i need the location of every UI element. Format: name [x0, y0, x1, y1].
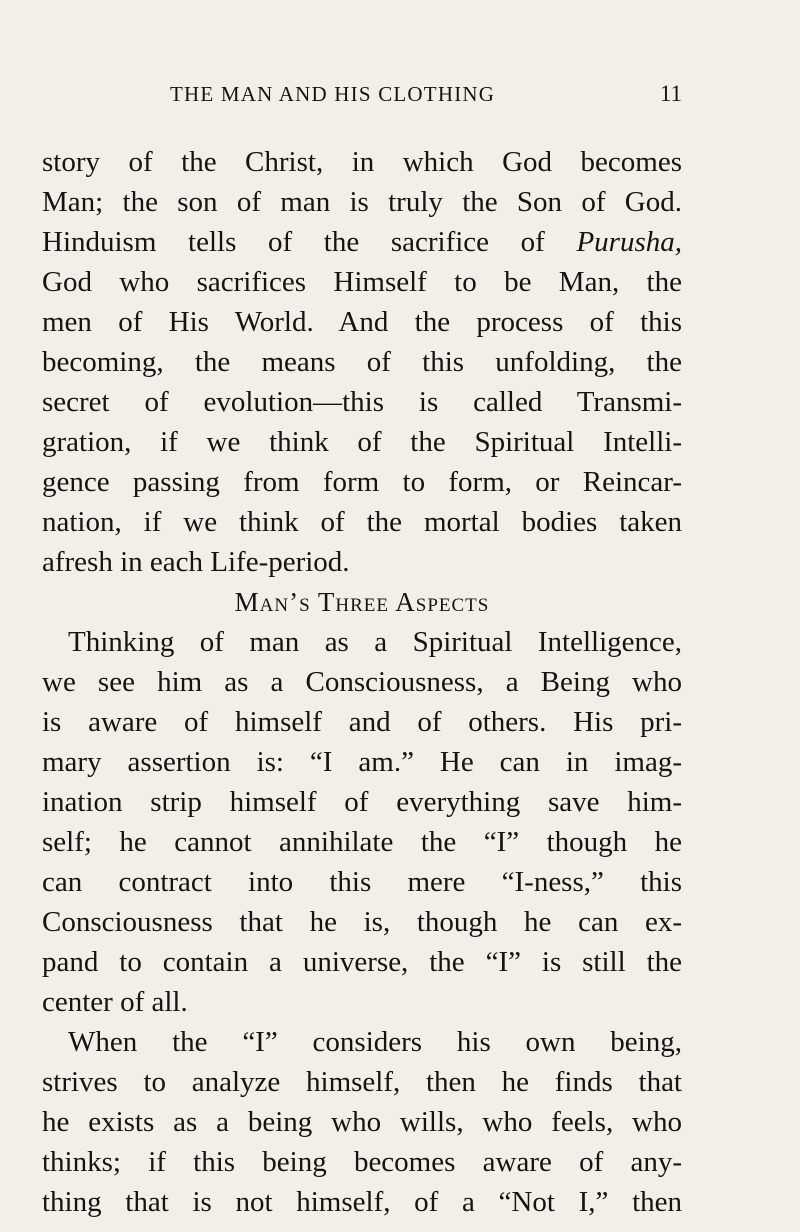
body-text — [42, 142, 682, 1222]
text-line: pand to contain a universe, the “I” is still the — [42, 946, 682, 978]
text-line: self; he cannot annihilate the “I” though he — [42, 826, 682, 858]
text-line: Man; the son of man is truly the Son of God. — [42, 186, 682, 218]
section-heading: Man’s Three Aspects — [234, 587, 490, 617]
text-line: he exists as a being who wills, who feels, who — [42, 1106, 682, 1138]
text-line: secret of evolution—this is called Transmi- — [42, 386, 682, 418]
text-line: gration, if we think of the Spiritual Intelli- — [42, 426, 682, 458]
text-line: story of the Christ, in which God becomes — [42, 146, 682, 178]
text-line: we see him as a Consciousness, a Being who — [42, 666, 682, 698]
text-line: can contract into this mere “I-ness,” this — [42, 866, 682, 898]
text-line: mary assertion is: “I am.” He can in imag- — [42, 746, 682, 778]
paragraph-2 — [42, 622, 682, 1022]
text-line: thinks; if this being becomes aware of any- — [42, 1146, 682, 1178]
text-line: men of His World. And the process of this — [42, 306, 682, 338]
page-header — [42, 82, 682, 112]
text-line: gence passing from form to form, or Reincar- — [42, 466, 682, 498]
text-line: center of all. — [42, 986, 188, 1018]
text-line: When the “I” considers his own being, — [68, 1026, 682, 1058]
text-line: ination strip himself of everything save him- — [42, 786, 682, 818]
text-line: strives to analyze himself, then he finds that — [42, 1066, 682, 1098]
paragraph-1 — [42, 142, 682, 582]
text-line: Consciousness that he is, though he can ex- — [42, 906, 682, 938]
italic-term: Purusha, — [576, 226, 682, 258]
text-line — [42, 222, 682, 262]
text-line: Thinking of man as a Spiritual Intelligence, — [68, 626, 682, 658]
text-line: afresh in each Life-period. — [42, 546, 350, 578]
text-line: is aware of himself and of others. His pri- — [42, 706, 682, 738]
running-head: THE MAN AND HIS CLOTHING — [170, 82, 496, 106]
text-run: Hinduism tells of the sacrifice of — [42, 226, 577, 258]
page-number: 11 — [659, 81, 682, 106]
paragraph-3 — [42, 1022, 682, 1222]
text-line: nation, if we think of the mortal bodies taken — [42, 506, 682, 538]
text-line: thing that is not himself, of a “Not I,” then — [42, 1186, 682, 1218]
text-line: God who sacrifices Himself to be Man, the — [42, 266, 682, 298]
text-line: becoming, the means of this unfolding, the — [42, 346, 682, 378]
